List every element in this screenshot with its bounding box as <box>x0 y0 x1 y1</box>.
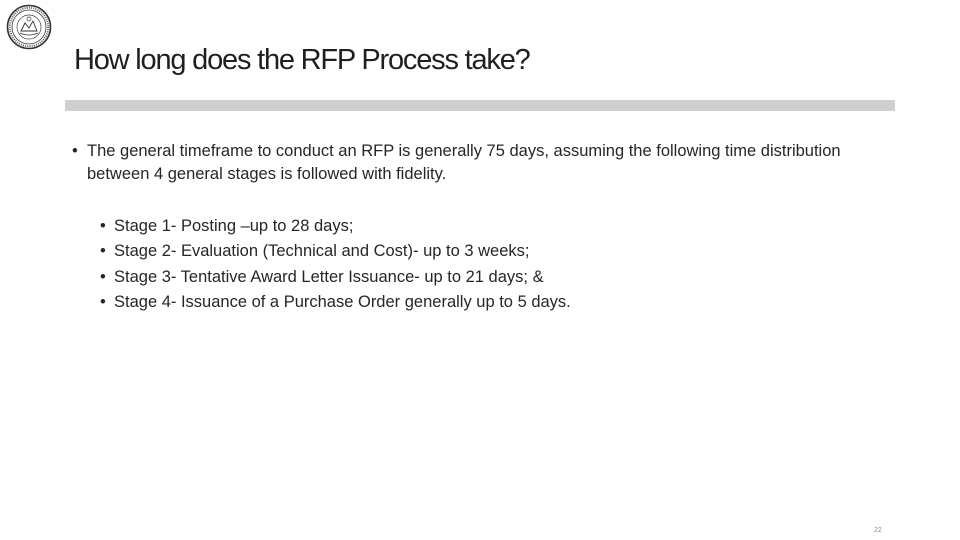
bullet-dot: • <box>100 292 106 311</box>
stage-text: Stage 3- Tentative Award Letter Issuance- up to 21 days; & <box>114 267 544 286</box>
stage-item-1 <box>100 214 571 239</box>
main-bullet-text: The general timeframe to conduct an RFP is generally 75 days, assuming the following time distribution between 4 general stages is followed with fidelity. <box>87 142 841 183</box>
stage-text: Stage 1- Posting –up to 28 days; <box>114 217 354 235</box>
bullet-dot: • <box>72 142 78 160</box>
stage-list <box>100 214 571 315</box>
official-seal-icon <box>6 4 52 50</box>
slide-title: How long does the RFP Process take? <box>74 44 530 76</box>
stage-item-3 <box>100 265 571 290</box>
main-bullet-item <box>72 140 852 186</box>
bullet-dot: • <box>100 267 106 286</box>
page-number: 22 <box>874 527 882 534</box>
stage-text: Stage 4- Issuance of a Purchase Order generally up to 5 days. <box>114 292 571 311</box>
stage-text: Stage 2- Evaluation (Technical and Cost)- up to 3 weeks; <box>114 242 530 261</box>
stage-item-2 <box>100 239 571 264</box>
stage-item-4 <box>100 290 571 315</box>
bullet-dot: • <box>100 217 106 235</box>
bullet-dot: • <box>100 242 106 261</box>
title-underline-bar <box>65 100 895 111</box>
